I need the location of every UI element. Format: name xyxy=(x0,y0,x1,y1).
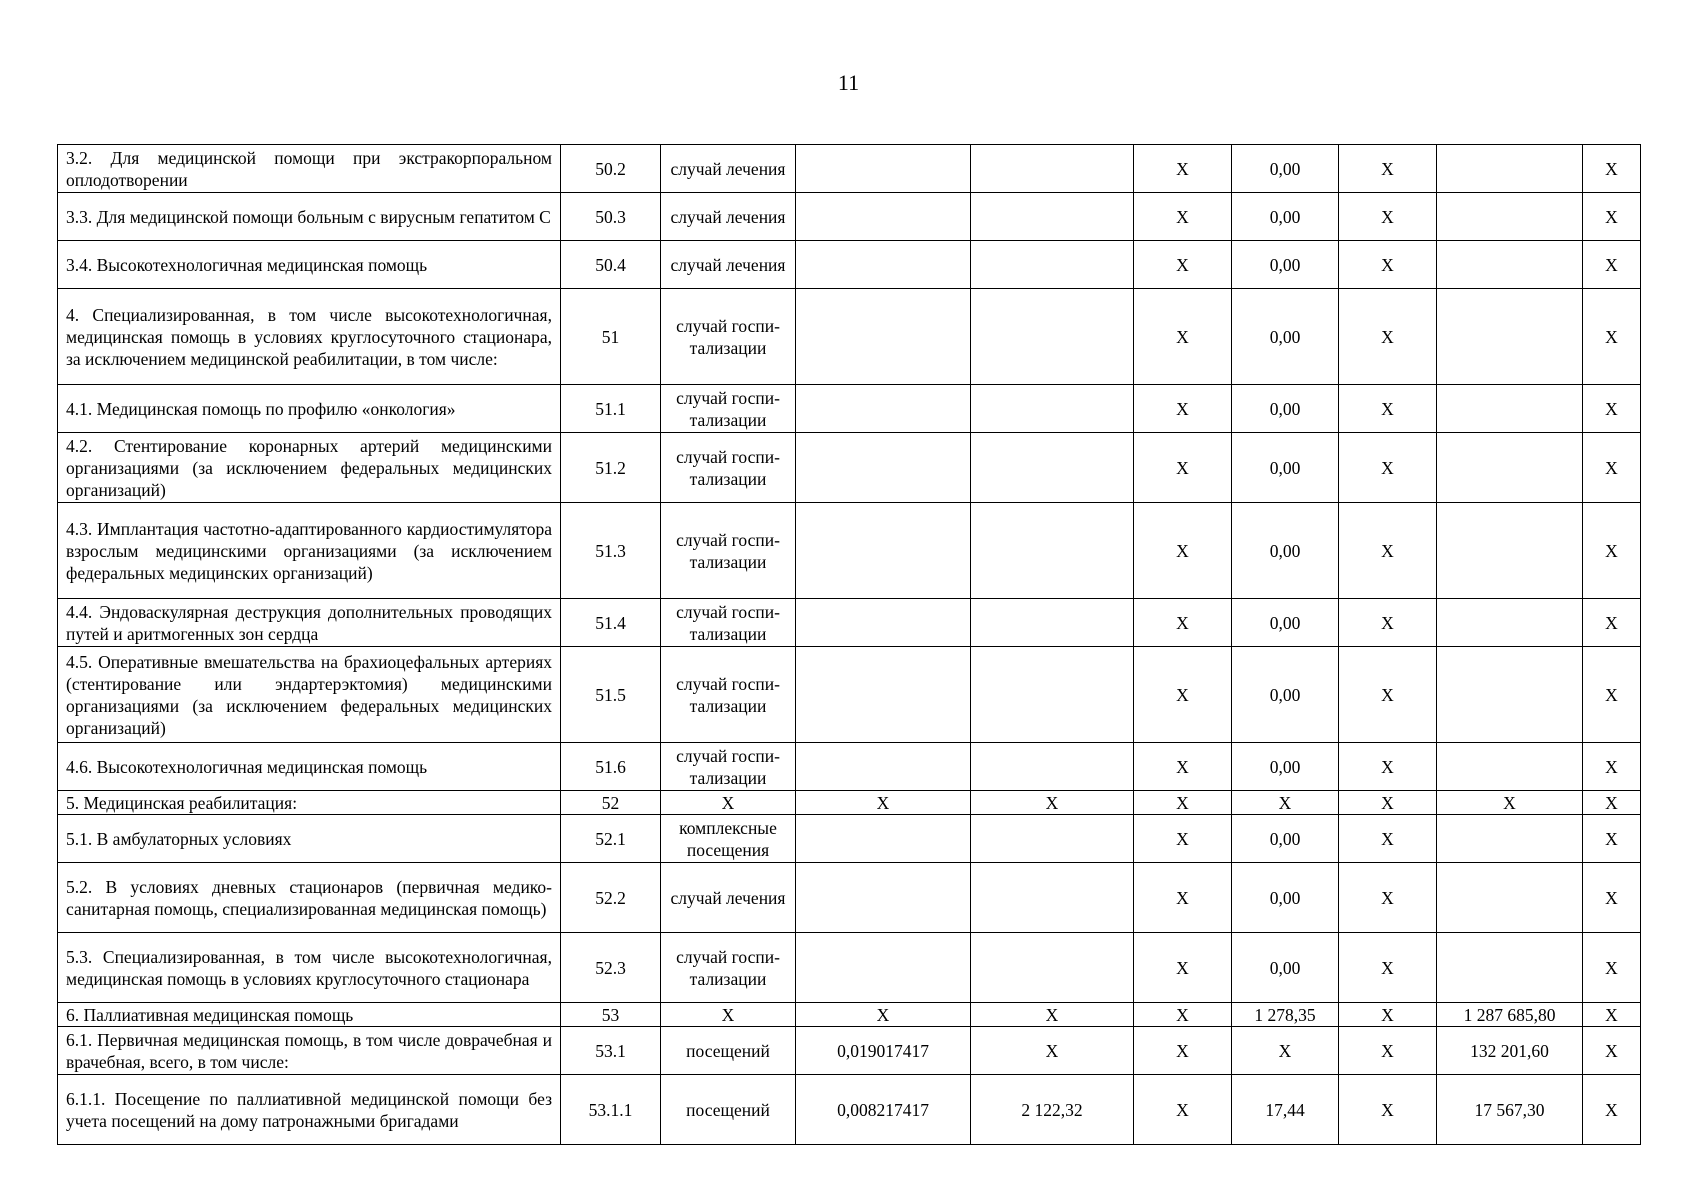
col10-cell: Х xyxy=(1583,433,1641,503)
col6-cell: Х xyxy=(1134,1003,1232,1027)
row-code-cell: 52.3 xyxy=(561,933,661,1003)
row-code-cell: 50.3 xyxy=(561,193,661,241)
col7-cell: 0,00 xyxy=(1232,933,1339,1003)
col10-cell: Х xyxy=(1583,743,1641,791)
col7-cell: 0,00 xyxy=(1232,145,1339,193)
table-row xyxy=(58,503,1641,599)
col5-cell xyxy=(971,599,1134,647)
col9-cell xyxy=(1437,433,1583,503)
col6-cell: Х xyxy=(1134,145,1232,193)
col5-cell xyxy=(971,385,1134,433)
col4-cell: Х xyxy=(796,1003,971,1027)
unit-cell: случай лечения xyxy=(661,863,796,933)
unit-cell: посещений xyxy=(661,1027,796,1075)
col4-cell xyxy=(796,503,971,599)
unit-cell: Х xyxy=(661,791,796,815)
col8-cell: Х xyxy=(1339,863,1437,933)
unit-cell: случай лечения xyxy=(661,241,796,289)
col7-cell: 0,00 xyxy=(1232,433,1339,503)
col7-cell: 0,00 xyxy=(1232,743,1339,791)
row-name-cell: 4.5. Оперативные вмешательства на брахиоцефальных артериях (стентирование или эндартерэктомия) медицинскими организациями (за исключением федеральных медицинских организаций) xyxy=(58,647,561,743)
col8-cell: Х xyxy=(1339,289,1437,385)
table-row xyxy=(58,145,1641,193)
col5-cell: 2 122,32 xyxy=(971,1075,1134,1145)
table-row xyxy=(58,433,1641,503)
col4-cell xyxy=(796,815,971,863)
col6-cell: Х xyxy=(1134,863,1232,933)
table-row xyxy=(58,1075,1641,1145)
row-name-cell: 5.2. В условиях дневных стационаров (первичная медико-санитарная помощь, специализированная медицинская помощь) xyxy=(58,863,561,933)
col9-cell xyxy=(1437,743,1583,791)
col6-cell: Х xyxy=(1134,241,1232,289)
table-row xyxy=(58,647,1641,743)
data-table xyxy=(57,144,1641,1145)
row-code-cell: 50.2 xyxy=(561,145,661,193)
col4-cell: 0,019017417 xyxy=(796,1027,971,1075)
unit-cell: комплексные посещения xyxy=(661,815,796,863)
col9-cell xyxy=(1437,289,1583,385)
unit-cell: случай госпи-тализации xyxy=(661,289,796,385)
table-row xyxy=(58,815,1641,863)
col6-cell: Х xyxy=(1134,289,1232,385)
table-row xyxy=(58,863,1641,933)
row-code-cell: 51.4 xyxy=(561,599,661,647)
row-code-cell: 51 xyxy=(561,289,661,385)
col4-cell xyxy=(796,743,971,791)
col8-cell: Х xyxy=(1339,1003,1437,1027)
col4-cell: Х xyxy=(796,791,971,815)
col6-cell: Х xyxy=(1134,193,1232,241)
unit-cell: случай госпи-тализации xyxy=(661,647,796,743)
col5-cell xyxy=(971,289,1134,385)
row-name-cell: 3.4. Высокотехнологичная медицинская помощь xyxy=(58,241,561,289)
col8-cell: Х xyxy=(1339,241,1437,289)
col8-cell: Х xyxy=(1339,791,1437,815)
col4-cell xyxy=(796,241,971,289)
col9-cell xyxy=(1437,385,1583,433)
col10-cell: Х xyxy=(1583,145,1641,193)
col10-cell: Х xyxy=(1583,289,1641,385)
col6-cell: Х xyxy=(1134,599,1232,647)
col8-cell: Х xyxy=(1339,743,1437,791)
col7-cell: 0,00 xyxy=(1232,815,1339,863)
row-code-cell: 52 xyxy=(561,791,661,815)
col10-cell: Х xyxy=(1583,1027,1641,1075)
col10-cell: Х xyxy=(1583,791,1641,815)
unit-cell: случай госпи-тализации xyxy=(661,385,796,433)
row-code-cell: 51.5 xyxy=(561,647,661,743)
col10-cell: Х xyxy=(1583,647,1641,743)
col4-cell xyxy=(796,145,971,193)
col9-cell xyxy=(1437,863,1583,933)
col9-cell xyxy=(1437,145,1583,193)
col6-cell: Х xyxy=(1134,433,1232,503)
row-code-cell: 50.4 xyxy=(561,241,661,289)
col9-cell xyxy=(1437,599,1583,647)
table-row xyxy=(58,385,1641,433)
col10-cell: Х xyxy=(1583,193,1641,241)
unit-cell: случай госпи-тализации xyxy=(661,933,796,1003)
col5-cell xyxy=(971,503,1134,599)
row-code-cell: 53.1 xyxy=(561,1027,661,1075)
col5-cell xyxy=(971,933,1134,1003)
table-row xyxy=(58,933,1641,1003)
col9-cell xyxy=(1437,503,1583,599)
col8-cell: Х xyxy=(1339,385,1437,433)
col5-cell xyxy=(971,433,1134,503)
col4-cell xyxy=(796,599,971,647)
table-row xyxy=(58,791,1641,815)
unit-cell: посещений xyxy=(661,1075,796,1145)
col9-cell: Х xyxy=(1437,791,1583,815)
col6-cell: Х xyxy=(1134,743,1232,791)
col6-cell: Х xyxy=(1134,385,1232,433)
col6-cell: Х xyxy=(1134,791,1232,815)
row-code-cell: 51.3 xyxy=(561,503,661,599)
col9-cell: 132 201,60 xyxy=(1437,1027,1583,1075)
col10-cell: Х xyxy=(1583,1003,1641,1027)
page-number: 11 xyxy=(837,70,860,95)
row-code-cell: 51.6 xyxy=(561,743,661,791)
unit-cell: случай госпи-тализации xyxy=(661,743,796,791)
col9-cell xyxy=(1437,241,1583,289)
col7-cell: 17,44 xyxy=(1232,1075,1339,1145)
row-name-cell: 4.1. Медицинская помощь по профилю «онкология» xyxy=(58,385,561,433)
row-code-cell: 51.2 xyxy=(561,433,661,503)
col9-cell: 1 287 685,80 xyxy=(1437,1003,1583,1027)
col6-cell: Х xyxy=(1134,1027,1232,1075)
col7-cell: 0,00 xyxy=(1232,863,1339,933)
unit-cell: случай госпи-тализации xyxy=(661,599,796,647)
col10-cell: Х xyxy=(1583,385,1641,433)
col8-cell: Х xyxy=(1339,1027,1437,1075)
table-row xyxy=(58,599,1641,647)
col5-cell xyxy=(971,815,1134,863)
col8-cell: Х xyxy=(1339,1075,1437,1145)
col8-cell: Х xyxy=(1339,647,1437,743)
row-name-cell: 4.6. Высокотехнологичная медицинская помощь xyxy=(58,743,561,791)
row-name-cell: 6.1. Первичная медицинская помощь, в том числе доврачебная и врачебная, всего, в том числе: xyxy=(58,1027,561,1075)
row-name-cell: 3.2. Для медицинской помощи при экстракорпоральном оплодотворении xyxy=(58,145,561,193)
col4-cell xyxy=(796,433,971,503)
col9-cell xyxy=(1437,933,1583,1003)
row-code-cell: 52.2 xyxy=(561,863,661,933)
col4-cell xyxy=(796,863,971,933)
row-name-cell: 6.1.1. Посещение по паллиативной медицинской помощи без учета посещений на дому патронажными бригадами xyxy=(58,1075,561,1145)
col5-cell: Х xyxy=(971,1003,1134,1027)
col6-cell: Х xyxy=(1134,815,1232,863)
table-row xyxy=(58,1003,1641,1027)
col5-cell xyxy=(971,863,1134,933)
row-name-cell: 3.3. Для медицинской помощи больным с вирусным гепатитом С xyxy=(58,193,561,241)
row-name-cell: 4.3. Имплантация частотно-адаптированного кардиостимулятора взрослым медицинскими организациями (за исключением федеральных медицинских организаций) xyxy=(58,503,561,599)
row-name-cell: 6. Паллиативная медицинская помощь xyxy=(58,1003,561,1027)
col9-cell xyxy=(1437,193,1583,241)
col5-cell: Х xyxy=(971,791,1134,815)
col6-cell: Х xyxy=(1134,503,1232,599)
col9-cell xyxy=(1437,647,1583,743)
col10-cell: Х xyxy=(1583,1075,1641,1145)
col10-cell: Х xyxy=(1583,933,1641,1003)
col8-cell: Х xyxy=(1339,145,1437,193)
col4-cell xyxy=(796,647,971,743)
col6-cell: Х xyxy=(1134,933,1232,1003)
table-row xyxy=(58,193,1641,241)
col7-cell: Х xyxy=(1232,1027,1339,1075)
col5-cell xyxy=(971,647,1134,743)
col10-cell: Х xyxy=(1583,815,1641,863)
row-code-cell: 53 xyxy=(561,1003,661,1027)
col8-cell: Х xyxy=(1339,599,1437,647)
row-name-cell: 5.3. Специализированная, в том числе высокотехнологичная, медицинская помощь в условиях круглосуточного стационара xyxy=(58,933,561,1003)
row-name-cell: 4.4. Эндоваскулярная деструкция дополнительных проводящих путей и аритмогенных зон сердца xyxy=(58,599,561,647)
row-name-cell: 4. Специализированная, в том числе высокотехнологичная, медицинская помощь в условиях круглосуточного стационара, за исключением медицинской реабилитации, в том числе: xyxy=(58,289,561,385)
row-code-cell: 51.1 xyxy=(561,385,661,433)
unit-cell: случай госпи-тализации xyxy=(661,503,796,599)
col5-cell xyxy=(971,743,1134,791)
col9-cell xyxy=(1437,815,1583,863)
col7-cell: 0,00 xyxy=(1232,647,1339,743)
col7-cell: 0,00 xyxy=(1232,193,1339,241)
col6-cell: Х xyxy=(1134,1075,1232,1145)
col9-cell: 17 567,30 xyxy=(1437,1075,1583,1145)
col5-cell xyxy=(971,241,1134,289)
unit-cell: случай лечения xyxy=(661,145,796,193)
col10-cell: Х xyxy=(1583,599,1641,647)
col5-cell xyxy=(971,193,1134,241)
col10-cell: Х xyxy=(1583,863,1641,933)
unit-cell: случай лечения xyxy=(661,193,796,241)
row-code-cell: 53.1.1 xyxy=(561,1075,661,1145)
table-row xyxy=(58,743,1641,791)
row-name-cell: 5.1. В амбулаторных условиях xyxy=(58,815,561,863)
row-name-cell: 5. Медицинская реабилитация: xyxy=(58,791,561,815)
col8-cell: Х xyxy=(1339,193,1437,241)
col7-cell: 0,00 xyxy=(1232,503,1339,599)
table-row xyxy=(58,289,1641,385)
row-name-cell: 4.2. Стентирование коронарных артерий медицинскими организациями (за исключением федеральных медицинских организаций) xyxy=(58,433,561,503)
col10-cell: Х xyxy=(1583,503,1641,599)
col8-cell: Х xyxy=(1339,933,1437,1003)
col4-cell: 0,008217417 xyxy=(796,1075,971,1145)
col6-cell: Х xyxy=(1134,647,1232,743)
col5-cell xyxy=(971,145,1134,193)
col8-cell: Х xyxy=(1339,815,1437,863)
col7-cell: 0,00 xyxy=(1232,289,1339,385)
table-row xyxy=(58,241,1641,289)
col5-cell: Х xyxy=(971,1027,1134,1075)
col7-cell: Х xyxy=(1232,791,1339,815)
col4-cell xyxy=(796,289,971,385)
col7-cell: 0,00 xyxy=(1232,599,1339,647)
table-row xyxy=(58,1027,1641,1075)
table-body xyxy=(58,145,1641,1145)
col4-cell xyxy=(796,385,971,433)
col4-cell xyxy=(796,933,971,1003)
row-code-cell: 52.1 xyxy=(561,815,661,863)
col7-cell: 0,00 xyxy=(1232,241,1339,289)
col7-cell: 0,00 xyxy=(1232,385,1339,433)
col7-cell: 1 278,35 xyxy=(1232,1003,1339,1027)
unit-cell: случай госпи-тализации xyxy=(661,433,796,503)
col8-cell: Х xyxy=(1339,433,1437,503)
col8-cell: Х xyxy=(1339,503,1437,599)
col4-cell xyxy=(796,193,971,241)
col10-cell: Х xyxy=(1583,241,1641,289)
unit-cell: Х xyxy=(661,1003,796,1027)
